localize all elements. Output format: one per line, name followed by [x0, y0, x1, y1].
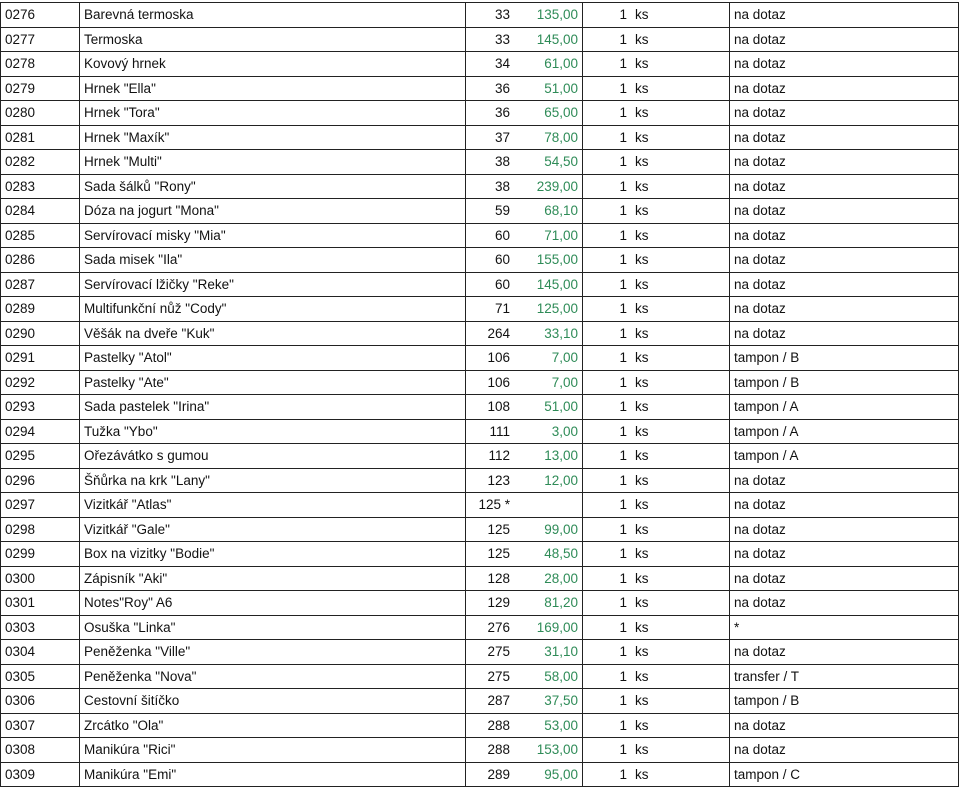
product-code-cell: 0308: [1, 738, 80, 763]
catalog-page-cell: 106: [466, 346, 515, 371]
product-name-cell: Zrcátko "Ola": [80, 713, 466, 738]
unit-price-cell: 58,00: [514, 664, 583, 689]
unit-cell: ks: [631, 248, 730, 273]
product-name-cell: Dóza na jogurt "Mona": [80, 199, 466, 224]
product-name-cell: Multifunkční nůž "Cody": [80, 297, 466, 322]
catalog-page-cell: 112: [466, 444, 515, 469]
product-name-cell: Vizitkář "Atlas": [80, 493, 466, 518]
print-method-cell: tampon / A: [730, 419, 959, 444]
quantity-cell: 1: [583, 395, 632, 420]
unit-price-cell: 61,00: [514, 52, 583, 77]
unit-cell: ks: [631, 762, 730, 787]
catalog-page-cell: 60: [466, 272, 515, 297]
unit-price-cell: 78,00: [514, 125, 583, 150]
unit-price-cell: 95,00: [514, 762, 583, 787]
table-row: [1, 321, 959, 346]
product-name-cell: Hrnek "Multi": [80, 150, 466, 175]
quantity-cell: 1: [583, 762, 632, 787]
quantity-cell: 1: [583, 52, 632, 77]
table-row: [1, 615, 959, 640]
quantity-cell: 1: [583, 125, 632, 150]
unit-price-cell: 145,00: [514, 27, 583, 52]
product-code-cell: 0279: [1, 76, 80, 101]
quantity-cell: 1: [583, 566, 632, 591]
catalog-page-cell: 36: [466, 76, 515, 101]
unit-cell: ks: [631, 174, 730, 199]
product-name-cell: Cestovní šitíčko: [80, 689, 466, 714]
table-row: [1, 272, 959, 297]
print-method-cell: na dotaz: [730, 52, 959, 77]
catalog-page-cell: 276: [466, 615, 515, 640]
catalog-page-cell: 111: [466, 419, 515, 444]
table-row: [1, 689, 959, 714]
product-code-cell: 0278: [1, 52, 80, 77]
quantity-cell: 1: [583, 664, 632, 689]
unit-price-cell: 33,10: [514, 321, 583, 346]
unit-cell: ks: [631, 542, 730, 567]
table-row: [1, 713, 959, 738]
product-code-cell: 0281: [1, 125, 80, 150]
quantity-cell: 1: [583, 3, 632, 28]
unit-price-cell: 13,00: [514, 444, 583, 469]
table-row: [1, 444, 959, 469]
print-method-cell: na dotaz: [730, 591, 959, 616]
product-name-cell: Pastelky "Atol": [80, 346, 466, 371]
unit-cell: ks: [631, 444, 730, 469]
unit-price-cell: 99,00: [514, 517, 583, 542]
product-code-cell: 0298: [1, 517, 80, 542]
quantity-cell: 1: [583, 419, 632, 444]
product-name-cell: Servírovací lžičky "Reke": [80, 272, 466, 297]
table-row: [1, 419, 959, 444]
unit-cell: ks: [631, 125, 730, 150]
unit-price-cell: 37,50: [514, 689, 583, 714]
product-code-cell: 0277: [1, 27, 80, 52]
unit-price-cell: 135,00: [514, 3, 583, 28]
product-code-cell: 0287: [1, 272, 80, 297]
unit-cell: ks: [631, 27, 730, 52]
quantity-cell: 1: [583, 738, 632, 763]
quantity-cell: 1: [583, 223, 632, 248]
print-method-cell: na dotaz: [730, 125, 959, 150]
unit-cell: ks: [631, 566, 730, 591]
quantity-cell: 1: [583, 444, 632, 469]
table-row: [1, 468, 959, 493]
print-method-cell: tampon / B: [730, 370, 959, 395]
unit-price-cell: 3,00: [514, 419, 583, 444]
product-code-cell: 0290: [1, 321, 80, 346]
quantity-cell: 1: [583, 517, 632, 542]
catalog-page-cell: 275: [466, 640, 515, 665]
quantity-cell: 1: [583, 101, 632, 126]
unit-price-cell: 12,00: [514, 468, 583, 493]
quantity-cell: 1: [583, 199, 632, 224]
unit-cell: ks: [631, 321, 730, 346]
product-code-cell: 0304: [1, 640, 80, 665]
unit-cell: ks: [631, 76, 730, 101]
unit-price-cell: 155,00: [514, 248, 583, 273]
quantity-cell: 1: [583, 689, 632, 714]
unit-cell: ks: [631, 395, 730, 420]
print-method-cell: tampon / A: [730, 395, 959, 420]
unit-price-cell: 7,00: [514, 370, 583, 395]
product-name-cell: Hrnek "Tora": [80, 101, 466, 126]
quantity-cell: 1: [583, 76, 632, 101]
unit-price-cell: 71,00: [514, 223, 583, 248]
product-name-cell: Notes"Roy" A6: [80, 591, 466, 616]
print-method-cell: tampon / C: [730, 762, 959, 787]
catalog-page-cell: 33: [466, 3, 515, 28]
product-name-cell: Tužka "Ybo": [80, 419, 466, 444]
product-code-cell: 0293: [1, 395, 80, 420]
table-row: [1, 566, 959, 591]
catalog-page-cell: 33: [466, 27, 515, 52]
quantity-cell: 1: [583, 150, 632, 175]
table-row: [1, 101, 959, 126]
table-row: [1, 738, 959, 763]
product-code-cell: 0284: [1, 199, 80, 224]
table-row: [1, 150, 959, 175]
product-name-cell: Ořezávátko s gumou: [80, 444, 466, 469]
catalog-page-cell: 125: [466, 517, 515, 542]
table-row: [1, 493, 959, 518]
catalog-page-cell: 34: [466, 52, 515, 77]
print-method-cell: na dotaz: [730, 3, 959, 28]
product-code-cell: 0305: [1, 664, 80, 689]
product-code-cell: 0294: [1, 419, 80, 444]
catalog-page-cell: 125: [466, 542, 515, 567]
unit-price-cell: 153,00: [514, 738, 583, 763]
catalog-page-cell: 37: [466, 125, 515, 150]
product-name-cell: Peněženka "Ville": [80, 640, 466, 665]
catalog-page-cell: 275: [466, 664, 515, 689]
unit-price-cell: 28,00: [514, 566, 583, 591]
print-method-cell: na dotaz: [730, 493, 959, 518]
product-code-cell: 0309: [1, 762, 80, 787]
product-name-cell: Servírovací misky "Mia": [80, 223, 466, 248]
product-name-cell: Vizitkář "Gale": [80, 517, 466, 542]
table-row: [1, 27, 959, 52]
price-list-table: [0, 2, 959, 787]
unit-price-cell: 125,00: [514, 297, 583, 322]
product-code-cell: 0297: [1, 493, 80, 518]
product-name-cell: Šňůrka na krk "Lany": [80, 468, 466, 493]
print-method-cell: na dotaz: [730, 713, 959, 738]
table-row: [1, 542, 959, 567]
print-method-cell: *: [730, 615, 959, 640]
catalog-page-cell: 125 *: [466, 493, 515, 518]
table-row: [1, 664, 959, 689]
quantity-cell: 1: [583, 591, 632, 616]
product-code-cell: 0306: [1, 689, 80, 714]
unit-price-cell: 51,00: [514, 76, 583, 101]
quantity-cell: 1: [583, 713, 632, 738]
table-row: [1, 517, 959, 542]
quantity-cell: 1: [583, 615, 632, 640]
table-row: [1, 174, 959, 199]
unit-cell: ks: [631, 419, 730, 444]
table-row: [1, 52, 959, 77]
product-code-cell: 0300: [1, 566, 80, 591]
catalog-page-cell: 128: [466, 566, 515, 591]
unit-cell: ks: [631, 664, 730, 689]
table-row: [1, 199, 959, 224]
unit-price-cell: 51,00: [514, 395, 583, 420]
table-row: [1, 591, 959, 616]
catalog-page-cell: 71: [466, 297, 515, 322]
print-method-cell: na dotaz: [730, 640, 959, 665]
quantity-cell: 1: [583, 493, 632, 518]
catalog-page-cell: 129: [466, 591, 515, 616]
unit-price-cell: 81,20: [514, 591, 583, 616]
quantity-cell: 1: [583, 468, 632, 493]
print-method-cell: na dotaz: [730, 566, 959, 591]
unit-price-cell: 65,00: [514, 101, 583, 126]
quantity-cell: 1: [583, 640, 632, 665]
product-name-cell: Pastelky "Ate": [80, 370, 466, 395]
product-code-cell: 0295: [1, 444, 80, 469]
unit-cell: ks: [631, 591, 730, 616]
catalog-page-cell: 60: [466, 248, 515, 273]
product-code-cell: 0289: [1, 297, 80, 322]
unit-cell: ks: [631, 199, 730, 224]
unit-price-cell: 54,50: [514, 150, 583, 175]
product-name-cell: Box na vizitky "Bodie": [80, 542, 466, 567]
table-row: [1, 762, 959, 787]
table-row: [1, 395, 959, 420]
quantity-cell: 1: [583, 542, 632, 567]
catalog-page-cell: 36: [466, 101, 515, 126]
unit-cell: ks: [631, 101, 730, 126]
product-name-cell: Kovový hrnek: [80, 52, 466, 77]
table-row: [1, 640, 959, 665]
product-name-cell: Hrnek "Maxík": [80, 125, 466, 150]
unit-cell: ks: [631, 615, 730, 640]
table-row: [1, 248, 959, 273]
catalog-page-cell: 108: [466, 395, 515, 420]
product-code-cell: 0282: [1, 150, 80, 175]
product-code-cell: 0283: [1, 174, 80, 199]
catalog-page-cell: 38: [466, 150, 515, 175]
unit-cell: ks: [631, 640, 730, 665]
print-method-cell: na dotaz: [730, 738, 959, 763]
catalog-page-cell: 59: [466, 199, 515, 224]
product-code-cell: 0303: [1, 615, 80, 640]
product-name-cell: Manikúra "Rici": [80, 738, 466, 763]
product-code-cell: 0307: [1, 713, 80, 738]
unit-cell: ks: [631, 738, 730, 763]
quantity-cell: 1: [583, 321, 632, 346]
print-method-cell: na dotaz: [730, 101, 959, 126]
unit-cell: ks: [631, 713, 730, 738]
table-row: [1, 3, 959, 28]
unit-cell: ks: [631, 272, 730, 297]
unit-price-cell: 145,00: [514, 272, 583, 297]
catalog-page-cell: 264: [466, 321, 515, 346]
unit-cell: ks: [631, 346, 730, 371]
product-code-cell: 0299: [1, 542, 80, 567]
unit-price-cell: 7,00: [514, 346, 583, 371]
catalog-page-cell: 38: [466, 174, 515, 199]
table-row: [1, 370, 959, 395]
print-method-cell: na dotaz: [730, 199, 959, 224]
product-code-cell: 0292: [1, 370, 80, 395]
product-code-cell: 0285: [1, 223, 80, 248]
unit-price-cell: 48,50: [514, 542, 583, 567]
print-method-cell: transfer / T: [730, 664, 959, 689]
print-method-cell: na dotaz: [730, 174, 959, 199]
unit-price-cell: 31,10: [514, 640, 583, 665]
unit-price-cell: 239,00: [514, 174, 583, 199]
product-name-cell: Věšák na dveře "Kuk": [80, 321, 466, 346]
unit-cell: ks: [631, 150, 730, 175]
product-name-cell: Zápisník "Aki": [80, 566, 466, 591]
unit-cell: ks: [631, 52, 730, 77]
unit-price-cell: 169,00: [514, 615, 583, 640]
print-method-cell: tampon / A: [730, 444, 959, 469]
quantity-cell: 1: [583, 174, 632, 199]
print-method-cell: na dotaz: [730, 248, 959, 273]
quantity-cell: 1: [583, 248, 632, 273]
unit-cell: ks: [631, 297, 730, 322]
quantity-cell: 1: [583, 346, 632, 371]
price-list-body: [1, 3, 959, 787]
print-method-cell: na dotaz: [730, 297, 959, 322]
quantity-cell: 1: [583, 297, 632, 322]
catalog-page-cell: 288: [466, 713, 515, 738]
catalog-page-cell: 289: [466, 762, 515, 787]
unit-cell: ks: [631, 223, 730, 248]
print-method-cell: na dotaz: [730, 321, 959, 346]
quantity-cell: 1: [583, 27, 632, 52]
print-method-cell: na dotaz: [730, 272, 959, 297]
table-row: [1, 223, 959, 248]
unit-price-cell: 68,10: [514, 199, 583, 224]
product-name-cell: Osuška "Linka": [80, 615, 466, 640]
catalog-page-cell: 287: [466, 689, 515, 714]
print-method-cell: na dotaz: [730, 542, 959, 567]
unit-cell: ks: [631, 689, 730, 714]
table-row: [1, 297, 959, 322]
print-method-cell: na dotaz: [730, 517, 959, 542]
table-row: [1, 346, 959, 371]
catalog-page-cell: 123: [466, 468, 515, 493]
product-code-cell: 0286: [1, 248, 80, 273]
print-method-cell: na dotaz: [730, 223, 959, 248]
product-name-cell: Termoska: [80, 27, 466, 52]
unit-cell: ks: [631, 3, 730, 28]
table-row: [1, 125, 959, 150]
unit-cell: ks: [631, 370, 730, 395]
product-name-cell: Peněženka "Nova": [80, 664, 466, 689]
print-method-cell: na dotaz: [730, 76, 959, 101]
product-name-cell: Manikúra "Emi": [80, 762, 466, 787]
catalog-page-cell: 60: [466, 223, 515, 248]
product-code-cell: 0301: [1, 591, 80, 616]
product-code-cell: 0296: [1, 468, 80, 493]
product-name-cell: Hrnek "Ella": [80, 76, 466, 101]
unit-price-cell: [514, 493, 583, 518]
unit-cell: ks: [631, 468, 730, 493]
product-name-cell: Sada šálků "Rony": [80, 174, 466, 199]
product-code-cell: 0291: [1, 346, 80, 371]
catalog-page-cell: 106: [466, 370, 515, 395]
unit-price-cell: 53,00: [514, 713, 583, 738]
product-name-cell: Sada pastelek "Irina": [80, 395, 466, 420]
table-row: [1, 76, 959, 101]
print-method-cell: na dotaz: [730, 150, 959, 175]
unit-cell: ks: [631, 493, 730, 518]
catalog-page-cell: 288: [466, 738, 515, 763]
unit-cell: ks: [631, 517, 730, 542]
print-method-cell: na dotaz: [730, 27, 959, 52]
quantity-cell: 1: [583, 272, 632, 297]
quantity-cell: 1: [583, 370, 632, 395]
print-method-cell: tampon / B: [730, 346, 959, 371]
product-name-cell: Barevná termoska: [80, 3, 466, 28]
product-code-cell: 0276: [1, 3, 80, 28]
print-method-cell: na dotaz: [730, 468, 959, 493]
product-code-cell: 0280: [1, 101, 80, 126]
product-name-cell: Sada misek "Ila": [80, 248, 466, 273]
print-method-cell: tampon / B: [730, 689, 959, 714]
